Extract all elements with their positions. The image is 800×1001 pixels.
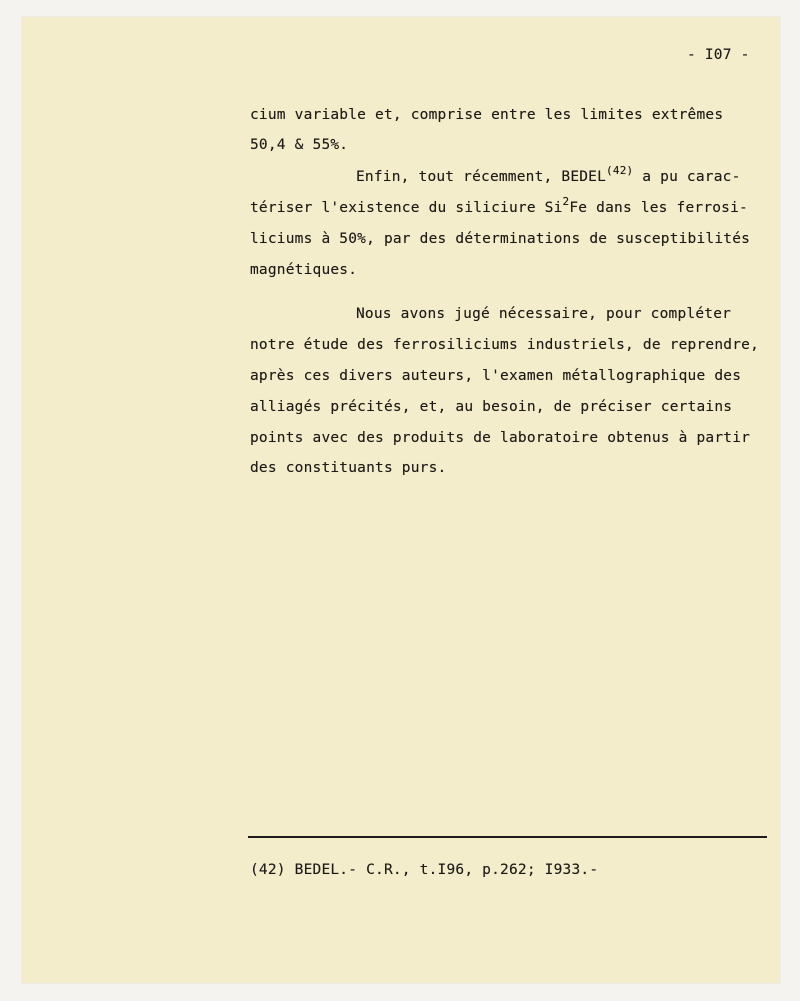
body-text: a pu carac- <box>633 169 741 185</box>
footnote: (42) BEDEL.- C.R., t.I96, p.262; I933.- <box>250 862 599 878</box>
body-line: liciums à 50%, par des déterminations de susceptibilités <box>250 231 751 247</box>
body-text: Fe dans les ferrosi- <box>569 200 748 216</box>
body-line <box>250 195 748 216</box>
footnote-reference: (42) <box>606 164 634 177</box>
document-page <box>22 17 780 983</box>
body-text: tériser l'existence du siliciure Si <box>250 200 563 216</box>
body-line: 50,4 & 55%. <box>250 137 349 153</box>
body-line: après ces divers auteurs, l'examen métallographique des <box>250 368 742 384</box>
footnote-divider <box>248 836 767 838</box>
body-line: des constituants purs. <box>250 460 447 476</box>
body-line: alliagés précités, et, au besoin, de préciser certains <box>250 399 733 415</box>
body-line: notre étude des ferrosiliciums industriels, de reprendre, <box>250 337 759 353</box>
body-line: magnétiques. <box>250 262 358 278</box>
body-line-paragraph-start: Nous avons jugé nécessaire, pour compléter <box>356 306 732 322</box>
body-line: cium variable et, comprise entre les limites extrêmes <box>250 107 724 123</box>
body-line-paragraph-start <box>356 164 741 185</box>
page-number: - I07 - <box>687 47 750 63</box>
body-line: points avec des produits de laboratoire obtenus à partir <box>250 430 751 446</box>
formula-subscript: 2 <box>562 195 570 208</box>
body-text: Enfin, tout récemment, BEDEL <box>356 169 607 185</box>
